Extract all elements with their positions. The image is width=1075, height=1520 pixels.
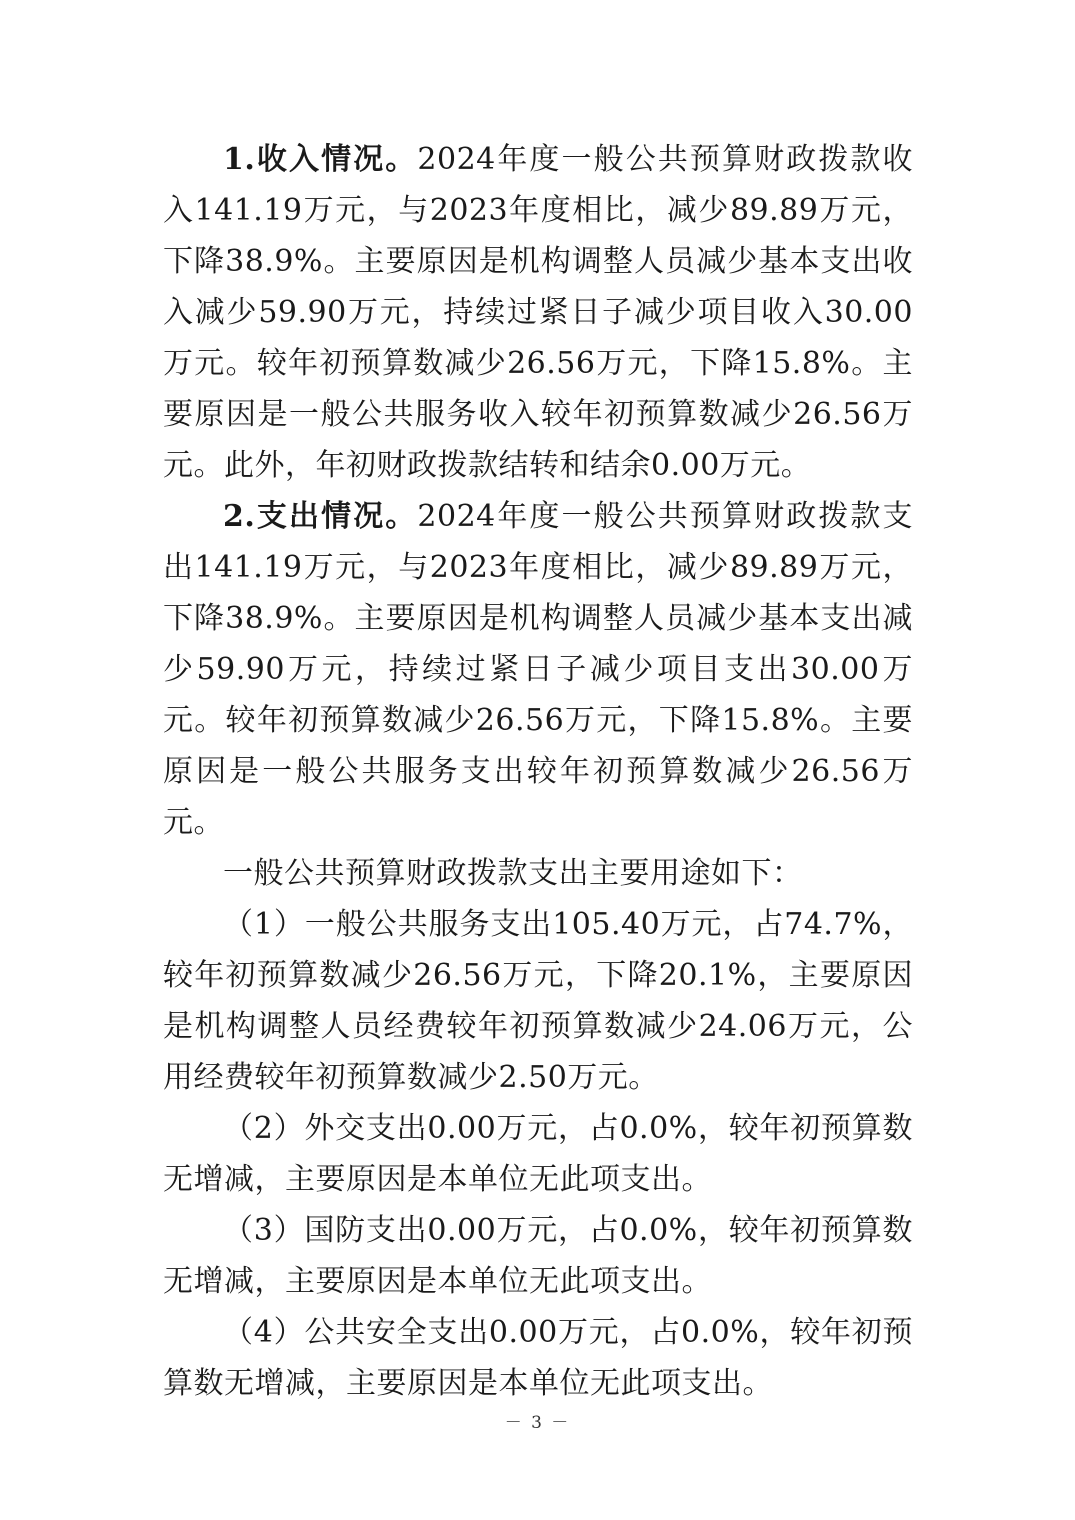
item-4-paragraph	[163, 1307, 913, 1409]
item-1-paragraph	[163, 899, 913, 1103]
usage-intro-text: 一般公共预算财政拨款支出主要用途如下：	[223, 856, 803, 891]
item-1-text: （1）一般公共服务支出105.40万元，占74.7%，较年初预算数减少26.56万元，下降20.1%，主要原因是机构调整人员经费较年初预算数减少24.06万元，公用经费较年初预算数减少2.50万元。	[163, 907, 913, 1095]
page-number: － 3 －	[504, 1413, 571, 1433]
item-4-text: （4）公共安全支出0.00万元，占0.0%，较年初预算数无增减，主要原因是本单位无此项支出。	[163, 1315, 913, 1401]
income-paragraph	[163, 134, 913, 491]
item-2-text: （2）外交支出0.00万元，占0.0%，较年初预算数无增减，主要原因是本单位无此项支出。	[163, 1111, 913, 1197]
income-heading: 1.收入情况。	[223, 142, 418, 177]
item-2-paragraph	[163, 1103, 913, 1205]
item-3-text: （3）国防支出0.00万元，占0.0%，较年初预算数无增减，主要原因是本单位无此项支出。	[163, 1213, 913, 1299]
usage-intro-paragraph	[163, 848, 913, 899]
expenditure-paragraph	[163, 491, 913, 848]
document-body	[163, 134, 913, 1409]
item-3-paragraph	[163, 1205, 913, 1307]
expenditure-heading: 2.支出情况。	[223, 499, 418, 534]
expenditure-text: 2024年度一般公共预算财政拨款支出141.19万元，与2023年度相比，减少89.89万元，下降38.9%。主要原因是机构调整人员减少基本支出减少59.90万元，持续过紧日子减少项目支出30.00万元。较年初预算数减少26.56万元，下降15.8%。主要原因是一般公共服务支出较年初预算数减少26.56万元。	[163, 499, 913, 840]
income-text: 2024年度一般公共预算财政拨款收入141.19万元，与2023年度相比，减少89.89万元，下降38.9%。主要原因是机构调整人员减少基本支出收入减少59.90万元，持续过紧日子减少项目收入30.00万元。较年初预算数减少26.56万元，下降15.8%。主要原因是一般公共服务收入较年初预算数减少26.56万元。此外，年初财政拨款结转和结余0.00万元。	[163, 142, 913, 483]
